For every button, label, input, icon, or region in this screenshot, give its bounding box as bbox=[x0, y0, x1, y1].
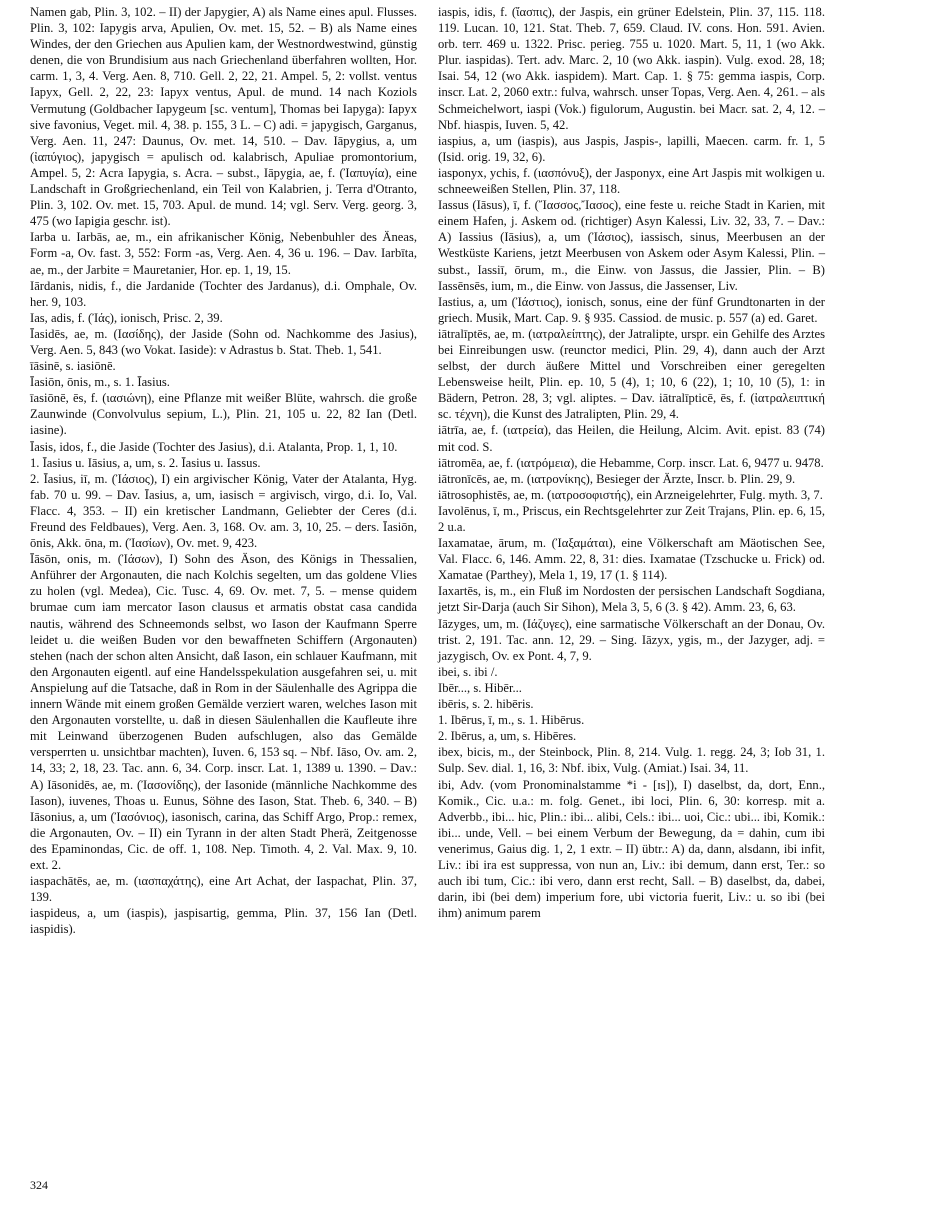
dictionary-entry: iātromēa, ae, f. (ιατρόμεια), die Hebamme, Corp. inscr. Lat. 6, 9477 u. 9478. bbox=[438, 455, 824, 470]
left-column bbox=[30, 4, 417, 937]
dictionary-entry: Īāsōn, onis, m. (Ἰάσων), I) Sohn des Äson, des Königs in Thessalien, Anführer der Argonauten, die nach Kolchis segelten, um das goldene Vlies zu holen (vgl. Medea), Cic. Tusc. 4, 69. Ov. met. 7, 5. – mense quidem brumae cum iam mercator Iason clausus et armatis obstat casa candida nautis, während des Schneemonds selbst, wo Iason der Kaufmann Sperre leidet u. die weißen Buden vor den bewaffneten Schiffern (Argonauten) stehen (nach der schon alten Ansicht, daß Iason, ein schlauer Kaufmann, mit den Argonauten eigentl. auf eine Handelsspekulation ausgefahren sei, u. mit Anspielung auf die Tatsache, daß in Rom in der Säulenhalle des Agrippa die innern Wände mit einem großen Gemälde verziert waren, welches Iason mit den Argonauten vorstellte, u. daß in diesen Säulenhallen die Kaufleute ihre mit Leinwand überzogenen Buden aufschlugen, also das Gemälde versperrten u. unsichtbar machten), Iuven. 6, 153 sq. – Nbf. Iāso, Ov. am. 2, 14, 33; 2, 18, 23. Tac. ann. 6, 34. Corp. inscr. Lat. 1, 1389 u. 1390. – Dav.: A) Iāsonidēs, ae, m. (Ἰασονίδης), der Iasonide (männliche Nachkomme des Iason), iuvenes, Thoas u. Eunus, Söhne des Iason, Stat. Theb. 6, 340. – B) Iāsonius, a, um (Ἰασόνιος), iasonisch, carina, das Schiff Argo, Prop.: remex, die Argonauten, Ov. – II) ein Tyrann in der alten Stadt Pherä, Zeitgenosse des Epaminondas, Cic. de off. 1, 108. Nep. Timoth. 4, 2. Val. Max. 9, 10. ext. 2. bbox=[30, 552, 417, 872]
dictionary-entry: iaspius, a, um (iaspis), aus Jaspis, Jaspis-, lapilli, Maecen. carm. fr. 1, 5 (Isid. orig. 19, 32, 6). bbox=[438, 133, 825, 164]
dictionary-entry: iaspachātēs, ae, m. (ιασπαχάτης), eine Art Achat, der Iaspachat, Plin. 37, 139. bbox=[30, 874, 417, 905]
dictionary-entry: Iaxartēs, is, m., ein Fluß im Nordosten der persischen Landschaft Sogdiana, jetzt Sir-Darja (auch Sir Sihon), Mela 3, 5, 6 (3. § 42). Amm. 23, 6, 63. bbox=[438, 584, 825, 615]
dictionary-entry: Īasis, idos, f., die Jaside (Tochter des Jasius), d.i. Atalanta, Prop. 1, 1, 10. bbox=[30, 439, 398, 454]
dictionary-entry: Iastius, a, um (Ἰάστιος), ionisch, sonus, eine der fünf Grundtonarten in der griech. Musik, Mart. Cap. 9. § 935. Cassiod. de music. p. 557 (a) ed. Garet. bbox=[438, 294, 825, 325]
dictionary-entry: ibēris, s. 2. hibēris. bbox=[438, 697, 534, 712]
dictionary-entry: iātrīa, ae, f. (ιατρεία), das Heilen, die Heilung, Alcim. Avit. epist. 83 (74) mit cod. S. bbox=[438, 423, 825, 454]
dictionary-entry: ibi, Adv. (vom Pronominalstamme *i - [ɪs]), I) daselbst, da, dort, Enn., Komik., Cic. u.a.: m. folg. Genet., ibi loci, Plin. 6, 30: korresp. mit a. Adverbb., ibi... hic, Plin.: ibi... alibi, Cels.: ibi... uoi, Cic.: ubi... ibi, Komik.: ibi... unde, Vell. – bei einem Verbum der Bewegung, da = dahin, cum ibi venerimus, Gaius dig. 1, 2, 1 extr. – II) übtr.: A) da, dann, alsdann, ibi infit, Liv.: ibi ira est suppressa, von nun an, Liv.: ibi demum, dann erst, Ter.: so auch ibi tum, Cic.: ibi vero, dann erst recht, Sall. – B) daselbst, da, dabei, darin, ibi (bei dem) imperium fore, ubi victoria fuerit, Liv.: u. so ibi (bei ihm) animum parem bbox=[438, 777, 825, 921]
dictionary-entry: Iarba u. Iarbās, ae, m., ein afrikanischer König, Nebenbuhler des Äneas, Form -a, Ov. fast. 3, 552: Form -as, Verg. Aen. 4, 36 u. 196. – Dav. Iarbīta, ae, m., der Jarbite = Mauretanier, Hor. ep. 1, 19, 15. bbox=[30, 230, 417, 277]
dictionary-entry: iātronīcēs, ae, m. (ιατρονίκης), Besieger der Ärzte, Inscr. b. Plin. 29, 9. bbox=[438, 471, 796, 486]
dictionary-entry: 2. Īasius, iī, m. (Ἰάσιος), I) ein argivischer König, Vater der Atalanta, Hyg. fab. 70 u. 99. – Dav. Īasius, a, um, iasisch = argivisch, virgo, d.i. Io, Val. Flacc. 4, 353. – II) ein kretischer Landmann, Geliebter der Ceres (d.i. Freund des Feldbaues), Verg. Aen. 3, 168. Ov. am. 3, 10, 25. – ders. Īasiōn, ōnis, Akk. ōna, m. (Ἰασίων), Ov. met. 9, 423. bbox=[30, 471, 417, 551]
dictionary-entry: 1. Īasius u. Iāsius, a, um, s. 2. Īasius u. Iassus. bbox=[30, 455, 261, 470]
dictionary-entry: iasponyx, ychis, f. (ιασπόνυξ), der Jasponyx, eine Art Jaspis mit wolkigen u. schneeweißen Stellen, Plin. 37, 118. bbox=[438, 165, 825, 197]
dictionary-entry: Iaxamatae, ārum, m. (Ἰαξαμάται), eine Völkerschaft am Mäotischen See, Val. Flacc. 6, 146. Amm. 22, 8, 31: dies. Ixamatae (Tzschucke u. Frick) od. Xamatae (Parthey), Mela 1, 19, 17 (1. § 114). bbox=[438, 536, 825, 583]
dictionary-entry: iātrosophistēs, ae, m. (ιατροσοφιστής), ein Arzneigelehrter, Fulg. myth. 3, 7. bbox=[438, 487, 823, 502]
dictionary-entry: ibex, bicis, m., der Steinbock, Plin. 8, 214. Vulg. 1. regg. 24, 3; Iob 31, 1. Sulp. Sev. dial. 1, 16, 3: Nbf. ibix, Vulg. (Amiat.) Isai. 34, 11. bbox=[438, 745, 825, 776]
right-column bbox=[438, 4, 825, 921]
dictionary-entry: īāsinē, s. iasiōnē. bbox=[30, 359, 116, 374]
dictionary-entry: Ias, adis, f. (Ἰάς), ionisch, Prisc. 2, 39. bbox=[30, 310, 223, 325]
page-number: 324 bbox=[30, 1178, 48, 1192]
dictionary-entry: Ibēr..., s. Hibēr... bbox=[438, 680, 522, 695]
dictionary-entry: Iārdanis, nidis, f., die Jardanide (Tochter des Jardanus), d.i. Omphale, Ov. her. 9, 103. bbox=[30, 278, 417, 309]
dictionary-entry: iaspis, idis, f. (ἴασπις), der Jaspis, ein grüner Edelstein, Plin. 37, 115. 118. 119. Lucan. 10, 121. Stat. Theb. 7, 659. Claud. IV. cons. Hon. 591. Avien. orb. terr. 469 u. 1322. Prisc. perieg. 755 u. 1020. Mart. 5, 11, 1 (wo Akk. Plur. iaspidas). Tert. adv. Marc. 2, 10 (wo Akk. iaspin). Vulg. exod. 28, 18; Isai. 54, 12 (wo Akk. iaspidem). Mart. Cap. 1. § 75: gemma iaspis, Corp. inscr. Lat. 2, 2060 extr.: fulva, wahrsch. unser Topas, Verg. Aen. 4, 261. – als Schmeichelwort, iaspi (Vok.) figulorum, Augustin. bei Macr. sat. 2, 4, 12. – Nbf. hiaspis, Iuven. 5, 42. bbox=[438, 5, 826, 132]
dictionary-entry: Iassus (Iāsus), ī, f. (Ἴασσος,Ἴασος), eine feste u. reiche Stadt in Karien, mit einem Hafen, j. Askem od. (richtiger) Asyn Kalessi, Liv. 32, 33, 7. – Dav.: A) Iassius (Iāsius), a, um (Ἰάσιος), iassisch, sinus, Meerbusen an der Westküste Kariens, jetzt Meerbusen von Askem oder Asym Kalessi, Plin. – subst., Iassiī, ōrum, m., die Einw. von Jassus, die Jassier, Plin. – B) Iassēnsēs, ium, m., die Einw. von Jassus, die Jassenser, Liv. bbox=[438, 198, 825, 293]
dictionary-entry: īasiōnē, ēs, f. (ιασιώνη), eine Pflanze mit weißer Blüte, wahrsch. die große Zaunwinde (Convolvulus sepium, L.), Plin. 21, 105 u. 22, 82 Ian (Detl. iasine). bbox=[30, 391, 417, 438]
dictionary-entry: ibei, s. ibi /. bbox=[438, 664, 498, 679]
dictionary-entry: Namen gab, Plin. 3, 102. – II) der Japygier, A) als Name eines apul. Flusses. Plin. 3, 102: Iapygis arva, Apulien, Ov. met. 15, 52. – B) als Name eines Windes, der den Griechen aus Apulien kam, der Westnordwestwind, günstig denen, die von Brundisium aus nach Griechenland überfahren wollten, Hor. carm. 1, 3, 4. Verg. Aen. 8, 710. Gell. 2, 22, 21. Ampel. 5, 2: vollst. ventus Iapyx, Gell. 2, 22, 23: Iapyx ventus, Apul. de mund. 14 nach Koziols Vermutung (Goldbacher Iapygeum [sc. ventum], Thomas bei Iapyga): Iapyx sive favonius, Veget. mil. 4, 38. p. 155, 3 L. – C) adi. = japygisch, Garganus, Verg. Aen. 11, 247: Daunus, Ov. met. 14, 510. – Dav. Iāpygius, a, um (ἰαπύγιος), japygisch = apulisch od. kalabrisch, Apuliae promontorium, Ampel. 5, 2: Acra Iapygia, s. Acra. – subst., Iāpygia, ae, f. (Ἰαπυγία), eine Landschaft in Großgriechenland, ein Teil von Kalabrien, j. Terra d'Otranto, Plin. 3, 102. Ov. met. 15, 703. Apul. de mund. 14; vgl. Serv. Verg. georg. 3, 475 (wo Iapigia geschr. ist). bbox=[30, 5, 417, 229]
dictionary-entry: iātralīptēs, ae, m. (ιατραλείπτης), der Jatralipte, urspr. ein Gehilfe des Arztes bei Einreibungen usw. (reunctor medici, Plin. 29, 4), dann auch der Arzt selbst, der durch äußere Mittel und Vorschreiben einer geregelten Lebensweise heilt, Plin. ep. 10, 5 (4), 1; 10, 6 (22), 1; 10, 10 (5), 1: in Bädern, Petron. 28, 3; vgl. aliptes. – Dav. iātralīpticē, ēs, f. (ἰατραλειπτική sc. τέχνη), die Kunst des Jatralipten, Plin. 29, 4. bbox=[438, 326, 825, 422]
dictionary-entry: Iāzyges, um, m. (Ιάζυγες), eine sarmatische Völkerschaft an der Donau, Ov. trist. 2, 191. Tac. ann. 12, 29. – Sing. Iāzyx, ygis, m., der Jazyger, adj. = jazygisch, Ov. ex Pont. 4, 7, 9. bbox=[438, 616, 825, 663]
dictionary-entry: 2. Ibērus, a, um, s. Hibēres. bbox=[438, 729, 577, 744]
dictionary-entry: Iavolēnus, ī, m., Priscus, ein Rechtsgelehrter zur Zeit Trajans, Plin. ep. 6, 15, 2 u.a. bbox=[438, 503, 825, 534]
dictionary-entry: 1. Ibērus, ī, m., s. 1. Hibērus. bbox=[438, 713, 585, 728]
dictionary-entry: iaspideus, a, um (iaspis), jaspisartig, gemma, Plin. 37, 156 Ian (Detl. iaspidis). bbox=[30, 906, 417, 937]
dictionary-entry: Īasiōn, ōnis, m., s. 1. Īasius. bbox=[30, 375, 170, 390]
dictionary-entry: Īasidēs, ae, m. (Ιασίδης), der Jaside (Sohn od. Nachkomme des Jasius), Verg. Aen. 5, 843 (wo Vokat. Iaside): v Adrastus b. Stat. Theb. 1, 541. bbox=[30, 326, 417, 357]
